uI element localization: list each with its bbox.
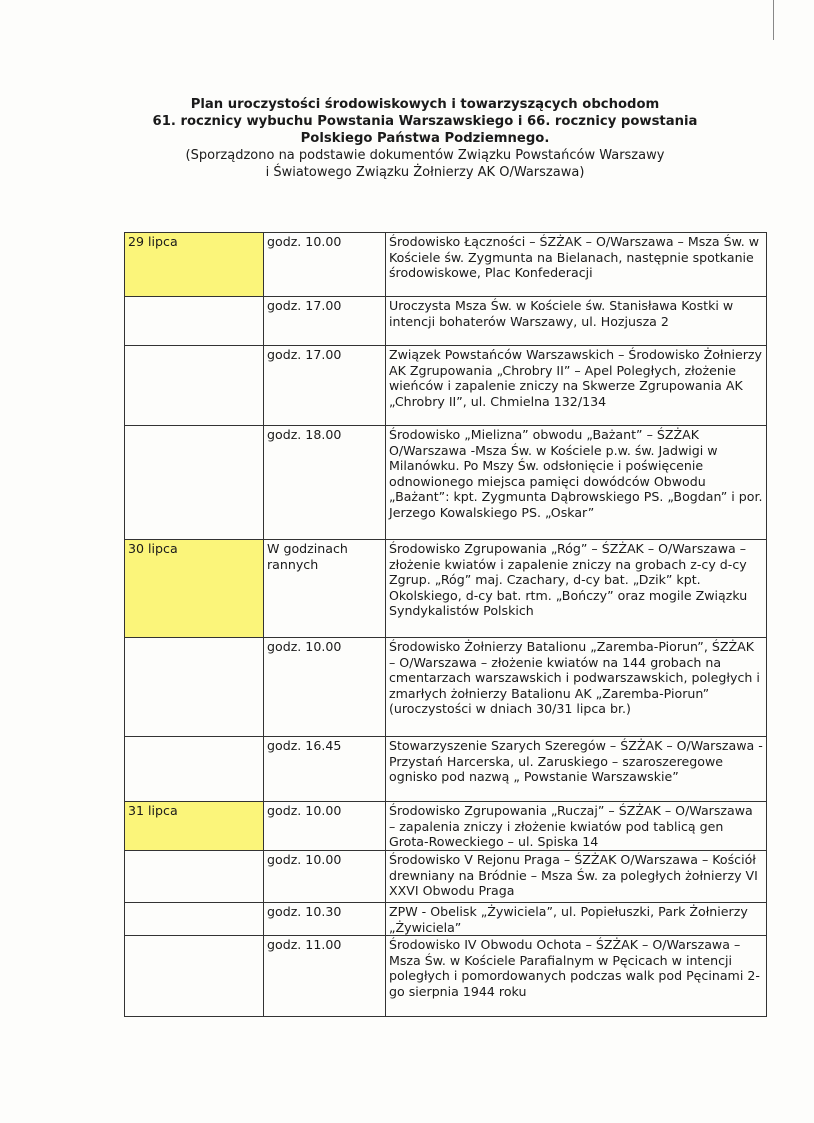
description-cell: Stowarzyszenie Szarych Szeregów – ŚZŻAK – O/Warszawa - Przystań Harcerska, ul. Zaruskiego – szaroszeregowe ognisko pod nazwą „ Powstanie Warszawskie” [386,737,767,802]
description-cell: ZPW - Obelisk „Żywiciela”, ul. Popiełuszki, Park Żołnierzy „Żywiciela” [386,903,767,936]
title-line-2: 61. rocznicy wybuchu Powstania Warszawskiego i 66. rocznicy powstania [152,114,698,129]
scan-edge-mark [773,0,774,40]
description-cell: Środowisko V Rejonu Praga – ŚZŻAK O/Warszawa – Kościół drewniany na Bródnie – Msza Św. za poległych żołnierzy VI XXVI Obwodu Praga [386,851,767,903]
time-cell: godz. 16.45 [264,737,386,802]
table-row [125,936,767,1017]
document-header [100,96,750,181]
title-line-3: Polskiego Państwa Podziemnego. [300,131,550,146]
subtitle-line-1: (Sporządzono na podstawie dokumentów Związku Powstańców Warszawy [185,148,665,163]
description-cell: Środowisko Zgrupowania „Ruczaj” – ŚZŻAK – O/Warszawa – zapalenia zniczy i złożenie kwiatów pod tablicą gen Grota-Roweckiego – ul. Spiska 14 [386,802,767,851]
date-cell [125,737,264,802]
description-cell: Uroczysta Msza Św. w Kościele św. Stanisława Kostki w intencji bohaterów Warszawy, ul. Hozjusza 2 [386,297,767,346]
table-row [125,638,767,737]
description-cell: Środowisko Żołnierzy Batalionu „Zaremba-Piorun”, ŚZŻAK – O/Warszawa – złożenie kwiatów na 144 grobach na cmentarzach warszawskich i podwarszawskich, poległych i zmarłych żołnierzy Batalionu AK „Zaremba-Piorun” (uroczystości w dniach 30/31 lipca br.) [386,638,767,737]
date-cell [125,638,264,737]
date-cell [125,346,264,426]
title-line-1: Plan uroczystości środowiskowych i towarzyszących obchodom [190,97,660,112]
table-row [125,851,767,903]
time-cell: godz. 10.00 [264,851,386,903]
table-row [125,233,767,297]
date-cell [125,936,264,1017]
date-cell [125,297,264,346]
table-row [125,346,767,426]
time-cell: godz. 17.00 [264,297,386,346]
subtitle-line-2: i Światowego Związku Żołnierzy AK O/Warszawa) [265,165,585,180]
table-row [125,426,767,540]
time-cell: godz. 10.00 [264,233,386,297]
date-cell [125,851,264,903]
date-cell [125,426,264,540]
date-cell: 31 lipca [125,802,264,851]
time-cell: godz. 10.00 [264,638,386,737]
date-cell: 29 lipca [125,233,264,297]
schedule-table [124,232,767,1017]
time-cell: godz. 18.00 [264,426,386,540]
table-row [125,297,767,346]
time-cell: godz. 10.00 [264,802,386,851]
time-cell: godz. 11.00 [264,936,386,1017]
table-row [125,903,767,936]
time-cell: godz. 17.00 [264,346,386,426]
description-cell: Środowisko Łączności – ŚZŻAK – O/Warszawa – Msza Św. w Kościele św. Zygmunta na Bielanach, następnie spotkanie środowiskowe, Plac Konfederacji [386,233,767,297]
description-cell: Środowisko „Mielizna” obwodu „Bażant” – ŚZŻAK O/Warszawa -Msza Św. w Kościele p.w. św. Jadwigi w Milanówku. Po Mszy Św. odsłonięcie i poświęcenie odnowionego miejsca pamięci dowódców Obwodu „Bażant”: kpt. Zygmunta Dąbrowskiego PS. „Bogdan” i por. Jerzego Kowalskiego PS. „Oskar” [386,426,767,540]
description-cell: Środowisko Zgrupowania „Róg” – ŚZŻAK – O/Warszawa – złożenie kwiatów i zapalenie zniczy na grobach z-cy d-cy Zgrup. „Róg” maj. Czachary, d-cy bat. „Dzik” kpt. Okolskiego, d-cy bat. rtm. „Bończy” oraz mogile Związku Syndykalistów Polskich [386,540,767,638]
date-cell: 30 lipca [125,540,264,638]
description-cell: Środowisko IV Obwodu Ochota – ŚZŻAK – O/Warszawa – Msza Św. w Kościele Parafialnym w Pęcicach w intencji poległych i pomordowanych podczas walk pod Pęcinami 2-go sierpnia 1944 roku [386,936,767,1017]
table-row [125,540,767,638]
table-row [125,737,767,802]
table-row [125,802,767,851]
time-cell: W godzinach rannych [264,540,386,638]
time-cell: godz. 10.30 [264,903,386,936]
description-cell: Związek Powstańców Warszawskich – Środowisko Żołnierzy AK Zgrupowania „Chrobry II” – Apel Poległych, złożenie wieńców i zapalenie zniczy na Skwerze Zgrupowania AK „Chrobry II”, ul. Chmielna 132/134 [386,346,767,426]
date-cell [125,903,264,936]
